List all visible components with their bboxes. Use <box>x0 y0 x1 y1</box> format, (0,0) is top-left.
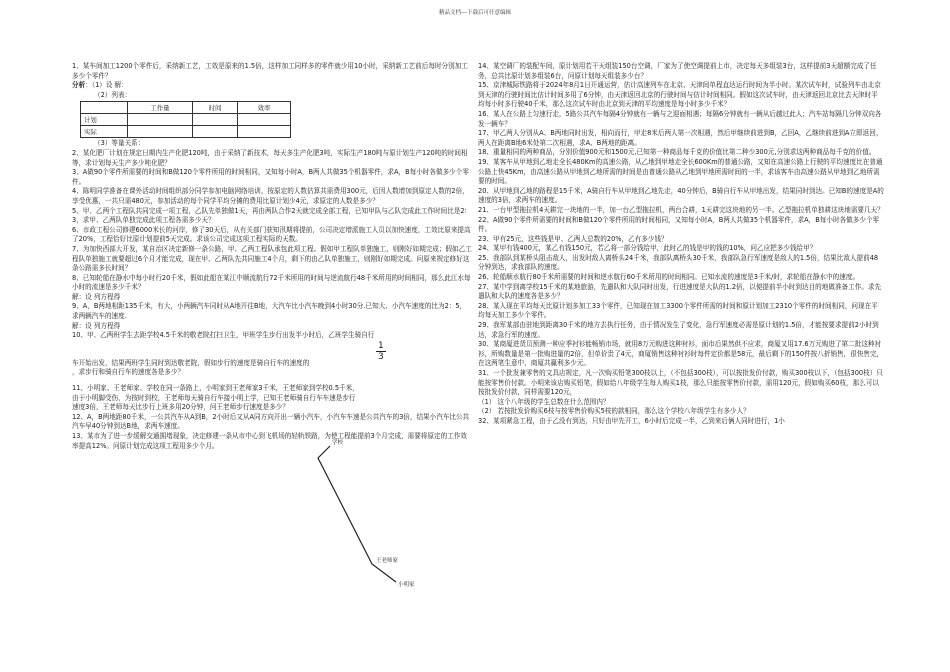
question-4: 4、陈明同学准备在课外活动时间组织部分同学参加电脑网络培训，按原定的人数估算共需费用300元，后因人数增加到原定人数的2倍，享受优惠，一共只需480元，参加活动的每个同学平均分摊的费用比原计划少4元，求原定的人数是多少？ <box>72 187 469 205</box>
table-cell <box>238 114 291 126</box>
table-cell <box>193 126 238 138</box>
question-17: 17、甲乙两人分别从A、B两地同时出发，相向而行，甲走8米后两人第一次相遇，然后甲继续前进到B，乙回A，乙继续前进到A立即返回，两人在距离B地6米处第二次相遇，求A、B两地的距离。 <box>478 129 883 147</box>
table-cell <box>128 114 193 126</box>
table-header-cell: 时间 <box>193 102 238 114</box>
right-column <box>478 62 884 427</box>
table-header-cell: 效率 <box>238 102 291 114</box>
question-11: 11、小明家、王老师家、学校在同一条路上，小明家到王老师家3千米，王老师家到学校0.5千米，由于小明脚受伤，为按时到校，王老师每天骑自行车接小明上学，已知王老师骑自行车车速是步行速度3倍，王老师每天比步行上班多用20分钟，问王老师步行速度是多少？ <box>72 384 359 412</box>
question-10-continued: 车开始出发，结果两班学生同时到达敬老院，假如步行的速度是骑自行车的速度的 <box>72 358 310 367</box>
question-21: 21、一台甲型拖拉机4天耕完一块地的一半，加一台乙型拖拉机，两台合耕，1天耕完这块地的另一半。乙型拖拉机单独耕这块地需要几天？ <box>478 205 884 214</box>
question-2: 2、某化肥厂计划在规定日期内生产化肥120吨，由于采纳了新技术，每天多生产化肥3吨，实际生产180吨与原计划生产120吨的时间相等，求计划每天生产多少吨化肥？ <box>72 148 468 167</box>
question-15: 15、京津城际铁路将于2024年8月1日开通运营，估计高速列车在北京、天津间单程直达运行时间为半小时。某次试车时，试验列车由北京到天津的行驶时间比估计时间多用了6分钟，由天津返回北京的行驶时间与估计时间相同。假如这次试车时，由天津返回北京比去天津时平均每小时多行驶40千米，那么这次试车时由北京到天津的平均速度是每小时多少千米？ <box>478 81 881 109</box>
table-header-row <box>81 102 291 114</box>
table-cell <box>193 114 238 126</box>
fraction-numerator: 1 <box>378 340 384 351</box>
question-6: 6、市政工程公司修建6000米长的河岸，修了30天后，从有关部门获知汛期将提前，公司决定增派施工人员以加快速度，工效比原来提高了20%，工程恰好比原计划提前5天完成。求该公司完成这项工程实际的天数。 <box>72 225 471 244</box>
question-10-end: ，求步行和骑自行车的速度各是多少？ <box>72 368 185 377</box>
question-27: 27、某中学到离学校15千米的某地旅游，先遣队和大队同时出发，行进速度是大队的1.2倍，以便提前半小时到达目的地做准备工作。求先遣队和大队的速度各是多少？ <box>478 282 882 301</box>
label-xiaoming-home: 小明家 <box>398 582 415 588</box>
question-31-part-1: （1） 这个八年级的学生总数在什么范围内？ <box>478 397 610 406</box>
route-diagram <box>312 436 432 596</box>
question-5: 5、甲、乙两个工程队共同完成一项工程，乙队先单独做1天，再由两队合作2天就完成全部工程，已知甲队与乙队完成此工作时间比是2∶3，求甲、乙两队单独完成此项工程各需多少天？ <box>72 206 467 225</box>
analysis-line-3: （3）等量关系： <box>94 139 145 148</box>
question-19: 19、某客车从甲地到乙地走全长480Km的高速公路，从乙地到甲地走全长600Km的普通公路，又知在高速公路上行驶的平均速度比在普通公路上快45Km，由高速公路从甲地到乙地所需的时间是由普通公路从乙地到甲地所需时间的一半，求该客车由高速公路从甲地到乙地所需要的时间。 <box>478 157 883 186</box>
question-10: 10、甲、乙两班学生去距学校4.5千米的敬老院打扫卫生，甲班学生步行出发半小时后，乙班学生骑自行 <box>72 331 375 340</box>
question-16: 16、某人在公路上匀速行走，5路公共汽车每隔4分钟就有一辆与之迎面相遇；每隔6分钟就有一辆从后越过此人；汽车站每隔几分钟双向各发一辆车？ <box>478 109 882 128</box>
table-cell: 实际 <box>81 126 128 138</box>
table-row <box>81 114 291 126</box>
question-3: 3、A做90个零件所需要的时间和B做120个零件所用的时间相同，又知每小时A，B两人共做35个机器零件，求A，B每小时各做多少个零件。 <box>72 168 469 186</box>
question-1: 1、某车间加工1200个零件后，采纳新工艺，工效是原来的1.5倍，这样加工同样多的零件就少用10小时，采纳新工艺前后每时分别加工多少个零件？ <box>72 62 468 80</box>
question-8: 8、已知轮船在静水中每小时行20千米，假如此船在某江中顺流航行72千米所用的时间与逆流航行48千米所用的时间相同，那么此江水每小时的流速是多少千米？ <box>72 273 471 292</box>
question-18: 18、重量相同的两种商品，分别价值900元和1500元,已知第一种商品每千克的价值比第二种少300元,分别求这两种商品每千克的价值。 <box>478 148 876 157</box>
table-cell <box>128 126 193 138</box>
page-header: 精品文档---下载后可任意编辑 <box>439 10 511 16</box>
question-12: 12、A，B两地距80千米，一公共汽车从A到B，2小时后又从A同方向开出一辆小汽车，小汽车车速是公共汽车的3倍，结果小汽车比公共汽车早40分钟到达B地，求两车速度。 <box>72 412 470 431</box>
analysis-line-2: （2）列表： <box>94 90 132 99</box>
question-22: 22、A做90个零件所需要的时间和B做120个零件所用的时间相同，又知每小时A，B两人共做35个机器零件，求A，B每小时各做多少个零件。 <box>478 215 880 234</box>
question-30: 30、某商厦进货员预测一种应季衬衫能畅销市场，就用8万元购进这种衬衫，面市后果然供不应求，商厦又用17.6万元购进了第二批这种衬衫，所购数量是第一批购进量的2倍，但单价贵了4元，商厦销售这种衬衫时每件定价都是58元，最后剩下的150件按八折销售，很快售完，在这两笔生意中，商厦共赢利多少元。 <box>478 340 884 368</box>
question-20: 20、从甲地到乙地的路程是15千米，A骑自行车从甲地到乙地先走，40分钟后，B骑自行车从甲地出发，结果同时到达。已知B的速度是A的速度的3倍，求两车的速度。 <box>478 186 884 205</box>
fraction-denominator: 3 <box>378 351 384 362</box>
question-8-answer: 解：设 列方程得 <box>72 292 121 301</box>
question-23: 23、甲有25元，这些钱是甲、乙两人总数的20%，乙有多少钱？ <box>478 234 668 243</box>
question-29: 29、我军某部由驻地到距离30千米的地方去执行任务，由于情况发生了变化，急行军速度必需是原计划的1.5倍，才能按要求提前2小时到达，求急行军的速度。 <box>478 321 879 339</box>
question-14: 14、某空调厂的装配车间，原计划用若干天组装150台空调，厂家为了使空调提前上市，决定每天多组装3台，这样提前3天超额完成了任务，总共比原计划多组装6台，问原计划每天组装多少台？ <box>478 62 877 80</box>
table-cell <box>238 126 291 138</box>
label-school: 学校 <box>332 440 344 446</box>
table-header-cell <box>81 102 128 114</box>
question-9-answer: 解：设 列方程得 <box>72 321 121 330</box>
work-table <box>80 101 291 138</box>
question-31: 31、一个批发兼零售的文具店规定，凡一次购买铅笔300枝以上，（不包括300枝），可以按批发价付款，购买300枝以下，（包括300枝）只能按零售价付款。小明来该店购买铅笔，假如给八年级学生每人购买1枝，那么只能按零售价付款，需用120元，假如购买60枝，那么可以按批发价付款，同样需要120元， <box>478 369 883 397</box>
one-third-fraction <box>372 341 390 362</box>
question-7: 7、为加快西部大开发，某自治区决定新修一条公路，甲、乙两工程队承包此项工程。假如甲工程队单独施工，则刚好如期完成；假如乙工程队单独施工就要超过6个月才能完成，现在甲、乙两队先共同施工4个月，剩下的由乙队单独施工，则刚好如期完成。问原来规定修好这条公路需多长时间？ <box>72 244 472 273</box>
question-32: 32、某项紧急工程，由于乙没有到达，只好由甲先开工，6小时后完成一半，乙到来后俩人同时进行，1小 <box>478 416 785 425</box>
table-header-cell: 工作量 <box>128 102 193 114</box>
analysis-line-1 <box>72 81 472 91</box>
label-teacher-home: 王老师家 <box>376 558 399 564</box>
question-10-fraction-row <box>72 340 472 362</box>
question-25: 25、我部队到某桥头阻击敌人，出发时敌人离桥头24千米，我部队离桥头30千米，我部队急行军速度是敌人的1.5倍，结果比敌人提前48分钟到达，求我部队的速度。 <box>478 253 879 272</box>
question-28: 28、某人现在平均每天比原计划多加工33个零件，已知现在加工3300个零件所需的时间和原计划加工2310个零件的时间相同，问现在平均每天加工多少个零件。 <box>478 301 878 320</box>
question-31-part-2: （2） 若按批发价购买6枝与按零售价购买5枝的款相同，那么这个学校八年级学生有多少人？ <box>478 407 750 416</box>
analysis-set: ：（1）设 解： <box>85 81 128 90</box>
question-9: 9、A，B两地相距135千米，有大，小两辆汽车同时从A地开往B地，大汽车比小汽车晚到4小时30分.已知大、小汽车速度的比为2：5，求两辆汽车的速度. <box>72 302 467 321</box>
analysis-label: 分析 <box>72 81 86 90</box>
question-26: 26、轮船顺水航行80千米所需要的时间和逆水航行60千米所用的时间相同。已知水流的速度是3千米/时，求轮船在静水中的速度。 <box>478 273 860 282</box>
question-24: 24、某甲有钱400元，某乙有钱150元，若乙将一部分钱给甲，此时乙的钱是甲的钱的10%，问乙应把多少钱给甲？ <box>478 244 817 253</box>
question-13: 13、某市为了进一步缓解交通拥堵现象，决定修建一条从市中心到飞机场的轻轨铁路，为使工程能提前3个月完成，需要将原定的工作效率提高12%。问原计划完成这项工程用多少个月。 <box>72 432 468 450</box>
table-cell: 计划 <box>81 114 128 126</box>
left-column <box>72 62 472 451</box>
table-row <box>81 126 291 138</box>
